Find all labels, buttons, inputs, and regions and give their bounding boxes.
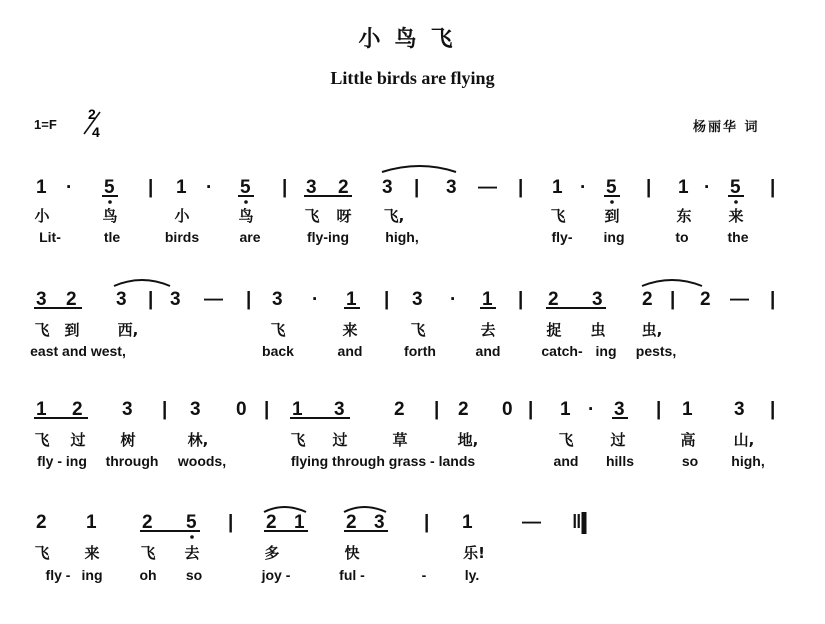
en-lyric: fly- — [551, 229, 573, 245]
note: 2 — [338, 177, 349, 198]
score-line-3 — [36, 399, 775, 420]
barline: | — [424, 512, 430, 533]
note: 3 — [734, 399, 745, 420]
cn-lyric: 去 — [480, 321, 496, 339]
note: 2 — [36, 512, 47, 533]
note-dot: · — [66, 177, 73, 198]
barline: | — [518, 177, 524, 198]
barline: | — [670, 289, 676, 310]
en-lyric: oh — [139, 567, 157, 583]
en-lyric: fly-ing — [307, 229, 349, 245]
barline: | — [414, 177, 420, 198]
note: 1 — [176, 177, 187, 198]
cn-lyric: 多 — [264, 544, 280, 562]
tie-arc — [114, 280, 170, 286]
en-lyric: forth — [404, 343, 436, 359]
note: 3 — [190, 399, 201, 420]
cn-lyric: 西, — [117, 321, 139, 339]
note: 1 — [346, 289, 357, 310]
en-lyric: and — [553, 453, 579, 469]
note: 1 — [36, 177, 47, 198]
note: 3 — [412, 289, 423, 310]
barline: | — [528, 399, 534, 420]
note: 3 — [334, 399, 345, 420]
note: 5 — [240, 177, 251, 198]
en-lyric: are — [239, 229, 261, 245]
cn-lyric: 快 — [344, 544, 360, 562]
note: 3 — [374, 512, 385, 533]
barline: | — [228, 512, 234, 533]
cn-lyric: 乐! — [463, 544, 485, 562]
cn-lyric: 飞, — [383, 207, 405, 225]
dash: — — [730, 289, 749, 310]
cn-lyric: 高 — [680, 431, 696, 449]
cn-lyric: 过 — [332, 431, 348, 449]
note: 2 — [642, 289, 653, 310]
en-lyric: ing — [603, 229, 625, 245]
note-dot: · — [206, 177, 213, 198]
barline: | — [282, 177, 288, 198]
barline: | — [148, 177, 154, 198]
en-lyric: - — [421, 567, 427, 583]
dash: — — [522, 512, 541, 533]
score-line-1 — [36, 177, 775, 198]
cn-lyric: 虫 — [590, 321, 606, 339]
dash: — — [204, 289, 223, 310]
note-dot: · — [588, 399, 595, 420]
dash: — — [478, 177, 497, 198]
cn-lyric: 草 — [392, 431, 408, 449]
en-lyric: joy - — [261, 567, 291, 583]
final-barline: ‖ — [572, 512, 582, 533]
note: 3 — [592, 289, 603, 310]
note: 1 — [86, 512, 97, 533]
cn-lyric: 到 — [604, 207, 620, 225]
low-octave-dot — [610, 200, 614, 204]
note-dot: · — [450, 289, 457, 310]
note: 3 — [306, 177, 317, 198]
en-lyric: fly - — [45, 567, 71, 583]
cn-lyric: 林, — [187, 431, 209, 449]
barline: | — [770, 399, 776, 420]
key-signature: 1=F — [34, 117, 57, 132]
note: 0 — [236, 399, 247, 420]
low-octave-dot — [108, 200, 112, 204]
en-lyric: ing — [595, 343, 617, 359]
en-lyric: so — [185, 567, 203, 583]
note: 2 — [142, 512, 153, 533]
en-lyric: through — [105, 453, 159, 469]
en-lyric: so — [681, 453, 699, 469]
barline: | — [148, 289, 154, 310]
note: 2 — [66, 289, 77, 310]
en-lyric: hills — [605, 453, 635, 469]
en-lyric: woods, — [177, 453, 227, 469]
cn-lyrics-line-2 — [0, 319, 825, 339]
cn-lyrics-line-4 — [0, 542, 825, 562]
en-lyrics-line-1 — [0, 229, 825, 249]
cn-lyric: 飞 — [550, 207, 566, 225]
cn-lyric: 鸟 — [102, 207, 118, 225]
cn-lyric: 飞 — [558, 431, 574, 449]
en-lyric: high, — [385, 229, 419, 245]
note: 3 — [122, 399, 133, 420]
note: 1 — [462, 512, 473, 533]
en-lyric: fly - ing — [37, 453, 87, 469]
en-lyric: high, — [731, 453, 765, 469]
low-octave-dot — [244, 200, 248, 204]
cn-lyric: 过 — [610, 431, 626, 449]
low-octave-dot — [734, 200, 738, 204]
cn-lyric: 过 — [70, 431, 86, 449]
en-lyric: to — [675, 229, 689, 245]
note: 1 — [678, 177, 689, 198]
en-lyric: pests, — [635, 343, 677, 359]
cn-lyrics-line-3 — [0, 429, 825, 449]
cn-lyric: 飞 — [290, 431, 306, 449]
note: 0 — [502, 399, 513, 420]
cn-lyric: 虫, — [641, 321, 663, 339]
en-lyric: birds — [164, 229, 200, 245]
barline: | — [162, 399, 168, 420]
note: 2 — [266, 512, 277, 533]
note: 1 — [560, 399, 571, 420]
song-title: 小鸟飞 — [358, 27, 467, 52]
en-lyric: and — [475, 343, 501, 359]
note: 1 — [552, 177, 563, 198]
cn-lyric: 小 — [34, 207, 50, 225]
note: 3 — [36, 289, 47, 310]
note: 5 — [606, 177, 617, 198]
cn-lyric: 到 — [64, 321, 80, 339]
note: 1 — [682, 399, 693, 420]
en-lyric: Lit- — [39, 229, 61, 245]
en-lyric: ful - — [339, 567, 365, 583]
tie-arc — [642, 280, 702, 286]
note: 2 — [72, 399, 83, 420]
cn-lyric: 东 — [676, 207, 692, 225]
note: 3 — [446, 177, 457, 198]
low-octave-dot — [190, 535, 194, 539]
note: 5 — [730, 177, 741, 198]
cn-lyric: 飞 — [34, 431, 50, 449]
time-signature-bottom: 4 — [92, 124, 100, 140]
en-lyric: east and west, — [30, 343, 126, 359]
note-dot: · — [312, 289, 319, 310]
score-line-2 — [36, 289, 775, 310]
note: 3 — [272, 289, 283, 310]
note: 3 — [116, 289, 127, 310]
note: 2 — [346, 512, 357, 533]
en-lyric: ing — [81, 567, 103, 583]
cn-lyrics-line-1 — [0, 205, 825, 225]
cn-lyric: 小 — [174, 207, 190, 225]
note: 3 — [170, 289, 181, 310]
cn-lyric: 飞 — [34, 321, 50, 339]
barline: | — [656, 399, 662, 420]
cn-lyric: 树 — [120, 431, 136, 449]
en-lyric: tle — [103, 229, 121, 245]
note: 2 — [548, 289, 559, 310]
note: 5 — [186, 512, 197, 533]
time-signature-top: 2 — [88, 106, 96, 122]
en-lyric: flying through grass - lands — [290, 453, 476, 469]
cn-lyric: 来 — [84, 544, 100, 562]
en-lyrics-line-3 — [0, 453, 825, 473]
en-lyric: back — [262, 343, 294, 359]
cn-lyric: 来 — [342, 321, 358, 339]
barline: | — [646, 177, 652, 198]
en-lyric: ly. — [464, 567, 480, 583]
note: 2 — [394, 399, 405, 420]
cn-lyric: 飞 — [304, 207, 320, 225]
note: 1 — [482, 289, 493, 310]
note: 3 — [614, 399, 625, 420]
barline: | — [384, 289, 390, 310]
barline: | — [264, 399, 270, 420]
note-dot: · — [704, 177, 711, 198]
note: 5 — [104, 177, 115, 198]
cn-lyric: 鸟 — [238, 207, 254, 225]
cn-lyric: 飞 — [140, 544, 156, 562]
barline: | — [246, 289, 252, 310]
note: 3 — [382, 177, 393, 198]
cn-lyric: 飞 — [34, 544, 50, 562]
barline: | — [434, 399, 440, 420]
cn-lyric: 山, — [733, 431, 755, 449]
en-lyrics-line-4 — [0, 567, 825, 587]
note: 2 — [700, 289, 711, 310]
en-lyric: and — [337, 343, 363, 359]
lyricist-credit: 杨丽华 词 — [693, 120, 760, 135]
note: 1 — [294, 512, 305, 533]
tie-arc — [382, 166, 456, 172]
en-lyric: catch- — [541, 343, 583, 359]
cn-lyric: 地, — [457, 431, 479, 449]
barline: | — [770, 177, 776, 198]
note: 1 — [36, 399, 47, 420]
note-dot: · — [580, 177, 587, 198]
cn-lyric: 捉 — [546, 321, 562, 339]
note: 1 — [292, 399, 303, 420]
en-lyric: the — [727, 229, 749, 245]
note: 2 — [458, 399, 469, 420]
cn-lyric: 呀 — [336, 207, 352, 225]
cn-lyric: 来 — [728, 207, 744, 225]
barline: | — [770, 289, 776, 310]
cn-lyric: 去 — [184, 544, 200, 562]
cn-lyric: 飞 — [410, 321, 426, 339]
cn-lyric: 飞 — [270, 321, 286, 339]
score-line-4 — [36, 512, 581, 533]
en-lyrics-line-2 — [0, 343, 825, 363]
barline: | — [518, 289, 524, 310]
song-subtitle: Little birds are flying — [330, 68, 495, 88]
